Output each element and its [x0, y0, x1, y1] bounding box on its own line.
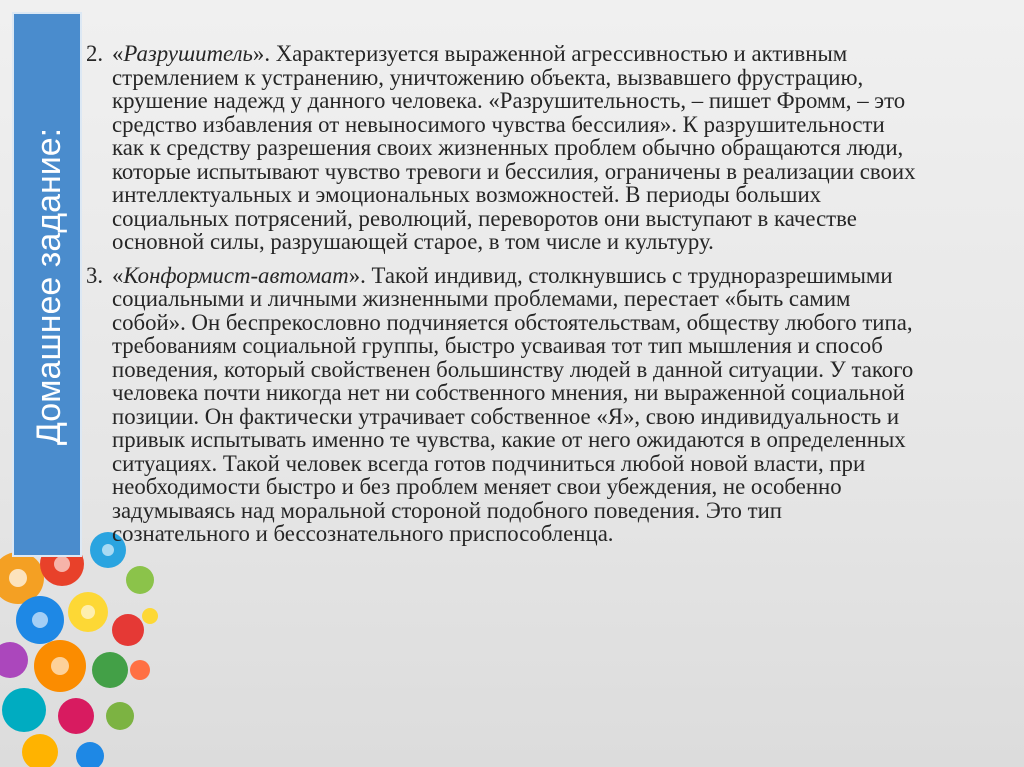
title-sidebar	[12, 12, 82, 557]
open-quote: «	[112, 41, 124, 66]
term-name: Конформист-автомат	[123, 262, 349, 288]
list-item	[86, 42, 916, 254]
term-description: ». Характеризуется выраженной агрессивностью и активным стремлением к устранению, уничтожению объекта, вызвавшего фрустрацию, крушение надежд у данного человека. «Разрушительность, – пишет Фромм, – это средство избавления от невыносимого чувства бессилия». К разрушительности как к средству разрешения своих жизненных проблем обычно обращаются люди, которые испытывают чувство тревоги и бессилия, ограничены в реализации своих интеллектуальных и эмоциональных возможностей. В периоды больших социальных потрясений, революций, переворотов они выступают в качестве основной силы, разрушающей старое, в том числе и культуру.	[112, 41, 916, 254]
term-name: Разрушитель	[123, 41, 253, 66]
slide-title: Домашнее задание:	[29, 127, 68, 446]
open-quote: «	[112, 262, 124, 288]
slide-body	[86, 42, 916, 556]
term-description: ». Такой индивид, столкнувшись с трудноразрешимыми социальными и личными жизненными проблемами, перестает «быть самим собой». Он беспрекословно подчиняется обстоятельствам, обществу любого типа, требованиям социальной группы, быстро усваивая тот тип мышления и способ поведения, который свойственен большинству людей в данной ситуации. У такого человека почти никогда нет ни собственного мнения, ни выраженной социальной позиции. Он фактически утрачивает собственное «Я», свою индивидуальность и привык испытывать именно те чувства, какие от него ожидаются в определенных ситуациях. Такой человек всегда готов подчиниться любой новой власти, при необходимости быстро и без проблем меняет свои убеждения, не особенно задумываясь над моральной стороной подобного поведения. Это тип сознательного и бессознательного приспособленца.	[112, 262, 914, 546]
list-number: 2.	[86, 41, 104, 66]
list-item	[86, 264, 916, 546]
list-number: 3.	[86, 262, 104, 288]
